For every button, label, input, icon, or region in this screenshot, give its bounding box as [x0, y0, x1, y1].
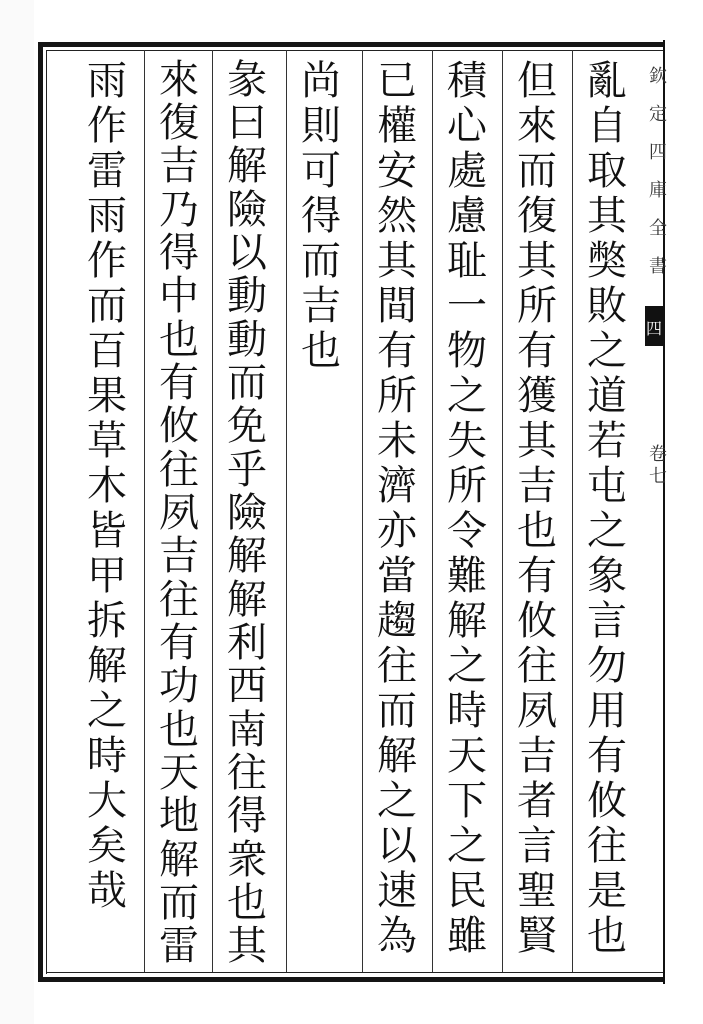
- text-char: 解: [227, 533, 267, 580]
- text-char: 所: [377, 372, 417, 419]
- text-char: 攸: [587, 777, 627, 824]
- text-char: 免: [227, 403, 267, 450]
- text-char: 言: [587, 597, 627, 644]
- text-char: 間: [377, 282, 417, 329]
- text-char: 趨: [377, 597, 417, 644]
- text-char: 乎: [227, 446, 267, 493]
- text-char: 民: [447, 867, 487, 914]
- text-char: 作: [87, 237, 127, 284]
- text-char: 已: [377, 57, 417, 104]
- text-char: 夙: [517, 687, 557, 734]
- margin-title-char: 全: [649, 218, 667, 239]
- text-char: 往: [377, 642, 417, 689]
- text-column: [508, 58, 566, 968]
- text-char: 取: [587, 147, 627, 194]
- text-char: 慮: [447, 192, 487, 239]
- text-char: 雖: [447, 912, 487, 959]
- text-char: 是: [587, 867, 627, 914]
- margin-volume-char: 卷: [649, 444, 667, 465]
- text-char: 乃: [159, 186, 199, 233]
- text-char: 之: [447, 642, 487, 689]
- text-char: 安: [377, 147, 417, 194]
- text-char: 解: [159, 836, 199, 883]
- text-char: 攸: [159, 403, 199, 450]
- column-rule: [286, 50, 287, 972]
- text-char: 哉: [87, 867, 127, 914]
- text-char: 之: [587, 327, 627, 374]
- text-char: 所: [517, 282, 557, 329]
- text-char: 之: [87, 687, 127, 734]
- text-char: 下: [447, 777, 487, 824]
- text-char: 自: [587, 102, 627, 149]
- text-char: 中: [159, 273, 199, 320]
- text-char: 復: [517, 192, 557, 239]
- text-char: 動: [227, 316, 267, 363]
- text-char: 之: [447, 372, 487, 419]
- text-char: 積: [447, 57, 487, 104]
- text-char: 往: [587, 822, 627, 869]
- column-rule: [144, 50, 145, 972]
- text-char: 時: [447, 687, 487, 734]
- text-char: 之: [377, 777, 417, 824]
- text-char: 吉: [517, 462, 557, 509]
- text-char: 尚: [301, 57, 341, 104]
- text-char: 吉: [517, 732, 557, 779]
- text-column: [578, 58, 636, 968]
- text-char: 有: [587, 732, 627, 779]
- text-char: 物: [447, 327, 487, 374]
- text-char: 得: [301, 192, 341, 239]
- text-char: 當: [377, 552, 417, 599]
- text-char: 險: [227, 186, 267, 233]
- text-char: 亂: [587, 57, 627, 104]
- text-char: 也: [517, 507, 557, 554]
- text-char: 攸: [517, 597, 557, 644]
- text-char: 其: [517, 237, 557, 284]
- text-char: 雨: [87, 192, 127, 239]
- text-char: 一: [447, 282, 487, 329]
- text-column: [78, 58, 136, 968]
- text-char: 有: [517, 327, 557, 374]
- text-char: 若: [587, 417, 627, 464]
- text-char: 百: [87, 327, 127, 374]
- text-char: 雨: [87, 57, 127, 104]
- text-char: 吉: [159, 533, 199, 580]
- text-char: 賢: [517, 912, 557, 959]
- column-rule: [502, 50, 503, 972]
- text-char: 言: [517, 822, 557, 869]
- text-char: 往: [517, 642, 557, 689]
- text-char: 解: [87, 642, 127, 689]
- text-char: 心: [447, 102, 487, 149]
- margin-title-char: 定: [649, 104, 667, 125]
- text-char: 得: [159, 229, 199, 276]
- text-char: 亦: [377, 507, 417, 554]
- text-column: [150, 58, 208, 968]
- text-char: 濟: [377, 462, 417, 509]
- text-char: 果: [87, 372, 127, 419]
- text-char: 而: [517, 147, 557, 194]
- text-char: 而: [227, 359, 267, 406]
- text-char: 敗: [587, 282, 627, 329]
- text-char: 來: [159, 56, 199, 103]
- text-char: 處: [447, 147, 487, 194]
- text-char: 南: [227, 706, 267, 753]
- text-char: 往: [227, 749, 267, 796]
- text-char: 用: [587, 687, 627, 734]
- text-column: [218, 58, 276, 968]
- text-char: 解: [227, 143, 267, 190]
- text-char: 而: [377, 687, 417, 734]
- text-char: 難: [447, 552, 487, 599]
- margin-title-char: 庫: [649, 180, 667, 201]
- text-char: 者: [517, 777, 557, 824]
- text-char: 曰: [227, 99, 267, 146]
- text-char: 利: [227, 619, 267, 666]
- text-char: 得: [227, 793, 267, 840]
- column-rule: [432, 50, 433, 972]
- text-char: 以: [377, 822, 417, 869]
- frame-inner-line: [46, 50, 663, 51]
- text-char: 功: [159, 663, 199, 710]
- text-char: 而: [87, 282, 127, 329]
- column-rule: [572, 50, 573, 972]
- frame-inner-line: [46, 972, 663, 973]
- text-char: 甲: [87, 552, 127, 599]
- text-char: 矣: [87, 822, 127, 869]
- fishtail-block: [645, 306, 663, 346]
- block-char: 四: [645, 319, 662, 338]
- text-char: 動: [227, 273, 267, 320]
- margin-title-char: 四: [649, 142, 667, 163]
- text-char: 木: [87, 462, 127, 509]
- text-char: 解: [227, 576, 267, 623]
- text-char: 夙: [159, 489, 199, 536]
- text-char: 大: [87, 777, 127, 824]
- text-char: 也: [227, 879, 267, 926]
- text-char: 獲: [517, 372, 557, 419]
- column-rule: [362, 50, 363, 972]
- text-char: 有: [159, 359, 199, 406]
- text-char: 有: [517, 552, 557, 599]
- text-char: 所: [447, 462, 487, 509]
- text-char: 而: [301, 237, 341, 284]
- text-char: 未: [377, 417, 417, 464]
- text-char: 來: [517, 102, 557, 149]
- text-char: 雷: [159, 923, 199, 970]
- text-char: 之: [447, 822, 487, 869]
- text-char: 也: [159, 316, 199, 363]
- text-char: 則: [301, 102, 341, 149]
- margin-volume-char: 七: [649, 466, 667, 487]
- text-char: 聖: [517, 867, 557, 914]
- text-char: 為: [377, 912, 417, 959]
- text-char: 權: [377, 102, 417, 149]
- text-char: 吉: [159, 143, 199, 190]
- text-char: 西: [227, 663, 267, 710]
- text-char: 道: [587, 372, 627, 419]
- text-char: 天: [159, 749, 199, 796]
- text-char: 也: [587, 912, 627, 959]
- text-char: 吉: [301, 282, 341, 329]
- text-char: 其: [377, 237, 417, 284]
- text-char: 屯: [587, 462, 627, 509]
- text-char: 雷: [87, 147, 127, 194]
- text-char: 解: [447, 597, 487, 644]
- text-char: 其: [587, 192, 627, 239]
- frame-inner-line: [46, 50, 47, 974]
- column-rule: [212, 50, 213, 972]
- text-char: 險: [227, 489, 267, 536]
- text-char: 往: [159, 576, 199, 623]
- margin-title-char: 書: [649, 256, 667, 277]
- text-char: 其: [227, 923, 267, 970]
- text-char: 有: [159, 619, 199, 666]
- text-char: 也: [301, 327, 341, 374]
- text-char: 然: [377, 192, 417, 239]
- text-char: 地: [159, 793, 199, 840]
- text-char: 也: [159, 706, 199, 753]
- text-char: 解: [377, 732, 417, 779]
- text-char: 草: [87, 417, 127, 464]
- text-char: 其: [517, 417, 557, 464]
- margin-title-char: 欽: [649, 66, 667, 87]
- text-char: 但: [517, 57, 557, 104]
- text-column: [292, 58, 350, 968]
- text-char: 時: [87, 732, 127, 779]
- text-char: 彖: [227, 56, 267, 103]
- text-char: 象: [587, 552, 627, 599]
- text-char: 有: [377, 327, 417, 374]
- text-char: 令: [447, 507, 487, 554]
- text-char: 獘: [587, 237, 627, 284]
- text-char: 以: [227, 229, 267, 276]
- text-column: [368, 58, 426, 968]
- text-char: 耻: [447, 237, 487, 284]
- text-char: 失: [447, 417, 487, 464]
- text-char: 皆: [87, 507, 127, 554]
- text-char: 勿: [587, 642, 627, 689]
- text-column: [438, 58, 496, 968]
- text-char: 天: [447, 732, 487, 779]
- text-char: 作: [87, 102, 127, 149]
- text-char: 往: [159, 446, 199, 493]
- text-char: 衆: [227, 836, 267, 883]
- text-char: 可: [301, 147, 341, 194]
- text-char: 復: [159, 99, 199, 146]
- text-char: 速: [377, 867, 417, 914]
- text-char: 而: [159, 879, 199, 926]
- text-char: 之: [587, 507, 627, 554]
- text-char: 拆: [87, 597, 127, 644]
- page-margin: [0, 0, 34, 1024]
